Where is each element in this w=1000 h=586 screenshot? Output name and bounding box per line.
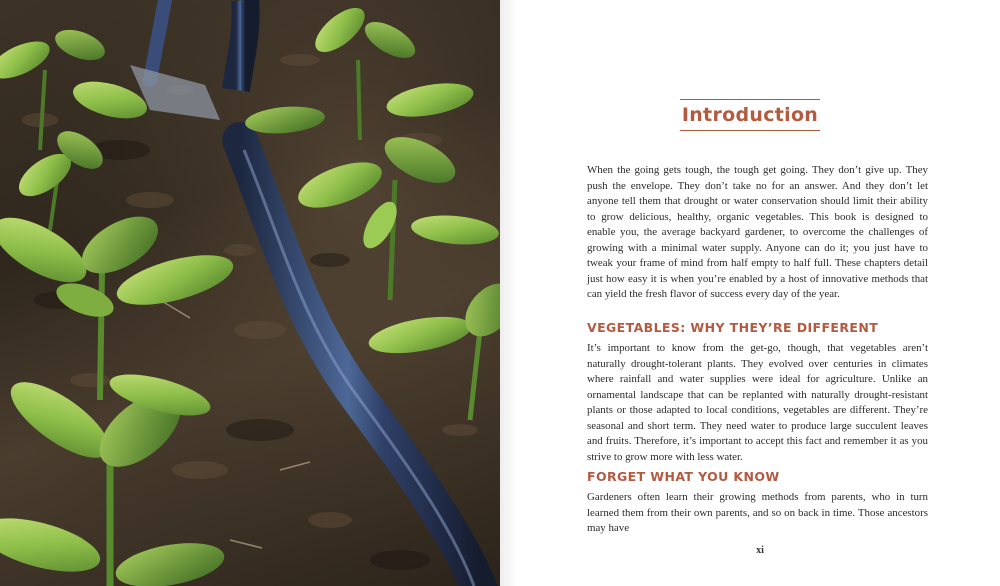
gutter-shadow xyxy=(500,0,518,586)
section-heading-forget: FORGET WHAT YOU KNOW xyxy=(587,469,780,484)
chapter-title: Introduction xyxy=(681,104,819,126)
section-paragraph-forget: Gardeners often learn their growing methods from parents, who in turn learned them from their own parents, and so on back in time. Those ancestors may have xyxy=(587,491,928,534)
page-number: xi xyxy=(756,545,764,556)
section-heading-vegetables: VEGETABLES: WHY THEY’RE DIFFERENT xyxy=(587,320,879,335)
text-page xyxy=(500,0,1000,586)
section-paragraph-vegetables: It’s important to know from the get-go, though, that vegetables aren’t naturally drought-tolerant plants. They evolved over centuries in climates where rainfall and water supplies were ideal for agriculture. Unlike an ornamental landscape that can be replanted with naturally drought-resistant plants or those adapted to local conditions, vegetables are different. They’re seasonal and short term. They need water to produce large succulent leaves and fruits. Therefore, it’s important to accept this fact and remember it as you strive to grow more with less water. xyxy=(587,342,928,463)
intro-paragraph: When the going gets tough, the tough get going. They don’t give up. They push the envelope. They don’t take no for an answer. And they don’t let anyone tell them that drought or water conservation should limit their ability to grow delicious, healthy, organic vegetables. This book is designed to enable you, the average backyard gardener, to overcome the challenges of growing with a minimal water supply. Anyone can do it; you just have to tweak your frame of mind from half empty to half full. These chapters detail just how easy it is when you’re enabled by a host of innovative methods that can yield the fresh flavor of success every day of the year. xyxy=(587,164,928,300)
chapter-heading xyxy=(500,99,1000,131)
chapter-heading-rule xyxy=(680,99,820,131)
